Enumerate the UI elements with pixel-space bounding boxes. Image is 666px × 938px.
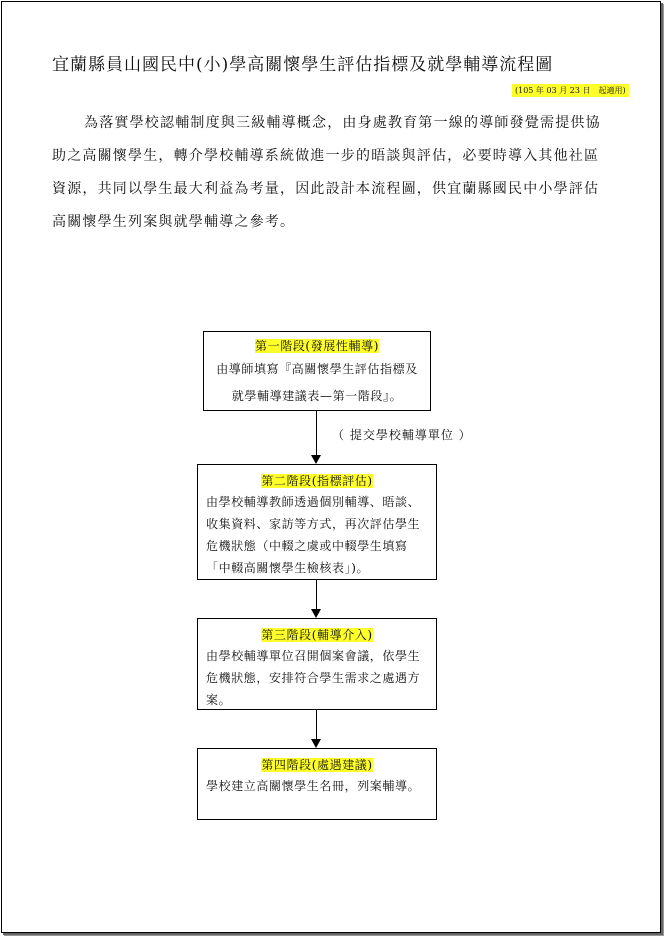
arrow-shaft — [316, 710, 317, 739]
flow-arrow-2 — [311, 580, 323, 618]
stage-4-title: 第四階段(處遇建議) — [261, 758, 373, 772]
stage-1-box — [203, 331, 431, 411]
stage-3-box — [197, 618, 437, 710]
flow-arrow-3 — [311, 710, 323, 748]
intro-paragraph — [52, 107, 618, 239]
stage-2-title: 第二階段(指標評估) — [261, 474, 373, 488]
arrow-shaft — [316, 580, 317, 609]
stage-1-line: 就學輔導建議表—第一階段』。 — [231, 389, 403, 403]
intro-line: 資源，共同以學生最大利益為考量，因此設計本流程圖，供宜蘭縣國民中小學評估 — [52, 181, 600, 197]
intro-line: 助之高關懷學生，轉介學校輔導系統做進一步的晤談與評估，必要時導入其他社區 — [52, 148, 600, 164]
stage-3-title: 第三階段(輔導介入) — [261, 628, 373, 642]
arrow-shaft — [316, 411, 317, 455]
stage-1-line: 由導師填寫『高關懷學生評估指標及 — [216, 362, 418, 376]
intro-line: 為落實學校認輔制度與三級輔導概念，由身處教育第一線的導師發覺需提供協 — [84, 115, 601, 131]
stage-2-line: 收集資料、家訪等方式，再次評估學生 — [206, 517, 421, 531]
stage-4-box — [197, 748, 437, 820]
stage-2-box — [197, 464, 437, 580]
effective-date-note: (105 年 03 月 23 日 起適用) — [512, 84, 629, 97]
arrowhead-icon — [311, 609, 321, 618]
stage-2-line: 由學校輔導教師透過個別輔導、晤談、 — [206, 495, 421, 509]
submit-to-counseling-note: （ 提交學校輔導單位 ） — [332, 428, 472, 442]
stage-3-line: 由學校輔導單位召開個案會議，依學生 — [206, 649, 421, 663]
stage-3-line: 危機狀態，安排符合學生需求之處遇方 — [206, 671, 421, 685]
arrowhead-icon — [311, 455, 321, 464]
stage-1-title: 第一階段(發展性輔導) — [255, 339, 379, 353]
stage-3-line: 案。 — [206, 693, 232, 707]
stage-2-line: 「中輟高關懷學生檢核表」)。 — [206, 561, 370, 575]
document-title: 宜蘭縣員山國民中(小)學高關懷學生評估指標及就學輔導流程圖 — [52, 55, 554, 75]
stage-4-line: 學校建立高關懷學生名冊，列案輔導。 — [206, 779, 421, 793]
flow-arrow-1 — [311, 411, 323, 464]
intro-line: 高關懷學生列案與就學輔導之參考。 — [52, 214, 296, 230]
arrowhead-icon — [311, 739, 321, 748]
stage-2-line: 危機狀態（中輟之虞或中輟學生填寫 — [206, 539, 408, 553]
